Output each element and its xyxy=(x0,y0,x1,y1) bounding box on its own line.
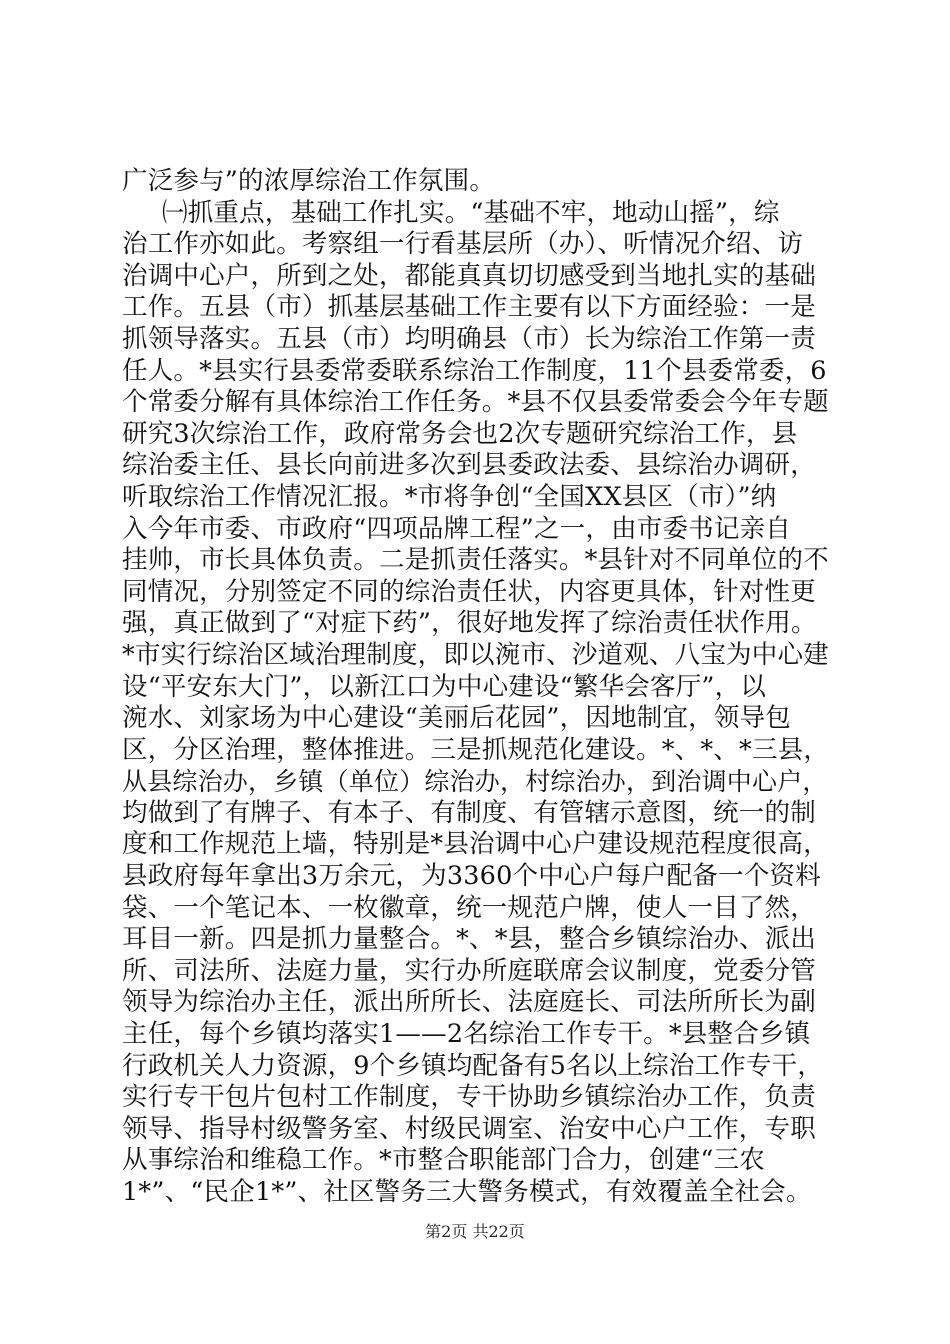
text-line: *市实行综治区域治理制度，即以涴市、沙道观、八宝为中心建 xyxy=(122,639,829,670)
text-line: 综治委主任、县长向前进多次到县委政法委、县综治办调研， xyxy=(122,450,816,481)
body-text xyxy=(122,166,837,1209)
text-line: 从县综治办，乡镇（单位）综治办，村综治办，到治调中心户， xyxy=(122,767,828,797)
text-line: 行政机关人力资源，9个乡镇均配备有5名以上综治工作专干， xyxy=(122,1050,824,1081)
text-line: 1*”、“民企1*”、社区警务三大警务模式，有效覆盖全社会。 xyxy=(122,1177,812,1207)
text-line: 治调中心户，所到之处，都能真真切切感受到当地扎实的基础 xyxy=(122,260,816,291)
text-line: 同情况，分别签定不同的综治责任状，内容更具体，针对性更 xyxy=(122,576,816,607)
text-line: 抓领导落实。五县（市）均明确县（市）长为综治工作第一责 xyxy=(122,323,816,354)
text-line: 主任，每个乡镇均落实1——2名综治工作专干。*县整合乡镇 xyxy=(122,1019,811,1050)
text-line: 领导、指导村级警务室、村级民调室、治安中心户工作，专职 xyxy=(122,1113,816,1144)
text-line: 治工作亦如此。考察组一行看基层所（办）、听情况介绍、访 xyxy=(122,229,804,260)
text-line: 均做到了有牌子、有本子、有制度、有管辖示意图，统一的制 xyxy=(122,797,816,828)
text-line: 度和工作规范上墙，特别是*县治调中心户建设规范程度很高， xyxy=(122,829,829,860)
text-line: 所、司法所、法庭力量，实行办所庭联席会议制度，党委分管 xyxy=(122,955,816,986)
text-line: 广泛参与”的浓厚综治工作氛围。 xyxy=(122,166,496,196)
text-line: 涴水、刘家场为中心建设“美丽后花园”，因地制宜，领导包 xyxy=(122,703,791,734)
text-line: 县政府每年拿出3万余元，为3360个中心户每户配备一个资料 xyxy=(122,861,821,892)
text-line: 袋、一个笔记本、一枚徽章，统一规范户牌，使人一目了然， xyxy=(122,892,816,923)
text-line: 听取综治工作情况汇报。*市将争创“全国XX县区（市）”纳 xyxy=(122,481,777,512)
text-line: 设“平安东大门”，以新江口为中心建设“繁华会客厅”，以 xyxy=(122,671,767,702)
text-line: 个常委分解有具体综治工作任务。*县不仅县委常委会今年专题 xyxy=(122,387,829,418)
text-line: 任人。*县实行县委常委联系综治工作制度，11个县委常委，6 xyxy=(122,355,827,386)
text-line: 强，真正做到了“对症下药”，很好地发挥了综治责任状作用。 xyxy=(122,608,817,639)
text-line: 工作。五县（市）抓基层基础工作主要有以下方面经验：一是 xyxy=(122,292,816,323)
text-line: 领导为综治办主任，派出所所长、法庭庭长、司法所所长为副 xyxy=(122,987,816,1018)
text-line: 实行专干包片包村工作制度，专干协助乡镇综治办工作，负责 xyxy=(122,1082,816,1113)
text-line: 耳目一新。四是抓力量整合。*、*县，整合乡镇综治办、派出 xyxy=(122,924,817,955)
text-line: 研究3次综治工作，政府常务会也2次专题研究综治工作，县 xyxy=(122,418,798,449)
text-line: 从事综治和维稳工作。*市整合职能部门合力，创建“三农 xyxy=(122,1145,765,1176)
text-line: 区，分区治理，整体推进。三是抓规范化建设。*、*、*三县， xyxy=(122,734,830,765)
page-number-footer: 第2页 共22页 xyxy=(425,1222,525,1241)
text-line: 入今年市委、市政府“四项品牌工程”之一，由市委书记亲自 xyxy=(122,513,791,544)
text-line: 挂帅，市长具体负责。二是抓责任落实。*县针对不同单位的不 xyxy=(122,545,829,576)
paragraph-start-line: ㈠抓重点，基础工作扎实。“基础不牢，地动山摇”，综 xyxy=(162,197,780,228)
